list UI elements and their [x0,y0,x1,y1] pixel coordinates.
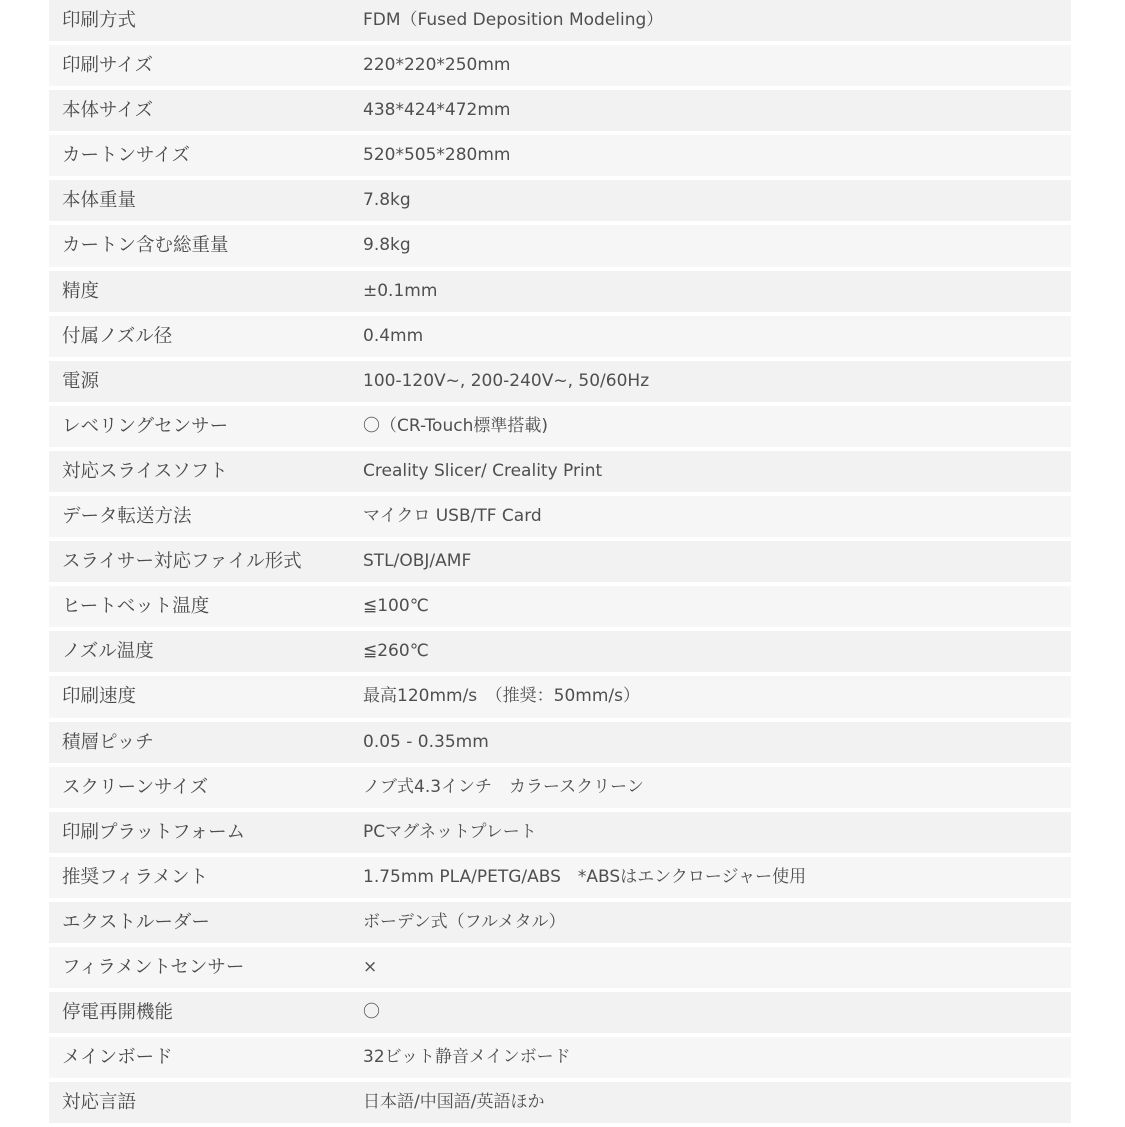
spec-value: 7.8kg [363,190,411,211]
spec-value: 220*220*250mm [363,55,511,76]
spec-value: × [363,956,378,977]
spec-value: ノブ式4.3インチ カラースクリーン [363,776,644,797]
spec-value: FDM（Fused Deposition Modeling） [363,10,664,30]
spec-row-extruder [49,902,1071,947]
spec-row-languages [49,1082,1071,1127]
spec-label: 停電再開機能 [62,1002,174,1024]
spec-row-power-resume [49,992,1071,1037]
spec-value: 0.4mm [363,325,424,346]
spec-value: 520*505*280mm [363,145,511,166]
spec-row-nozzle-diameter [49,316,1071,361]
spec-row-total-weight [49,225,1071,270]
spec-row-power [49,361,1071,406]
spec-label: 対応スライスソフト [62,460,228,482]
spec-label: スクリーンサイズ [62,776,209,798]
spec-value: 100-120V~, 200-240V~, 50/60Hz [363,370,650,391]
spec-value: STL/OBJ/AMF [363,551,472,572]
spec-row-filament [49,857,1071,902]
spec-row-print-platform [49,812,1071,857]
spec-row-heatbed-temp [49,586,1071,631]
spec-label: 対応言語 [62,1092,137,1114]
spec-value: 438*424*472mm [363,100,511,121]
spec-value: ボーデン式（フルメタル） [363,911,566,932]
spec-label: 印刷プラットフォーム [62,821,246,843]
spec-label: レベリングセンサー [62,415,229,437]
spec-value: ≦100℃ [363,596,429,617]
spec-row-filament-sensor [49,947,1071,992]
spec-value: 9.8kg [363,235,411,256]
spec-value: Creality Slicer/ Creality Print [363,460,603,481]
spec-row-print-speed [49,676,1071,721]
spec-row-screen-size [49,767,1071,812]
spec-value: 日本語/中国語/英語ほか [363,1092,545,1113]
spec-value: 32ビット静音メインボード [363,1047,571,1068]
spec-label: 本体サイズ [62,100,154,122]
spec-label: 印刷方式 [62,10,137,31]
spec-label: ノズル温度 [62,641,154,663]
spec-label: 印刷サイズ [62,55,154,77]
spec-row-file-format [49,541,1071,586]
spec-row-carton-size [49,135,1071,180]
spec-label: 印刷速度 [62,686,137,708]
spec-value: マイクロ USB/TF Card [363,506,542,527]
spec-row-layer-pitch [49,722,1071,767]
spec-row-print-method [49,0,1071,45]
spec-value: ±0.1mm [363,280,438,301]
spec-value: 〇 [363,1002,380,1023]
spec-row-accuracy [49,271,1071,316]
spec-label: データ転送方法 [62,506,192,528]
spec-row-slicer-software [49,451,1071,496]
spec-row-print-size [49,45,1071,90]
spec-label: メインボード [62,1047,173,1069]
spec-value: ≦260℃ [363,641,429,662]
spec-label: カートン含む総重量 [62,235,229,257]
spec-label: 推奨フィラメント [62,866,208,888]
spec-row-body-weight [49,180,1071,225]
spec-value: 1.75mm PLA/PETG/ABS *ABSはエンクロージャー使用 [363,866,807,887]
spec-label: カートンサイズ [62,145,191,167]
spec-label: 電源 [62,370,100,392]
spec-row-body-size [49,90,1071,135]
spec-value: 〇（CR-Touch標準搭載) [363,415,548,436]
spec-row-data-transfer [49,496,1071,541]
spec-label: エクストルーダー [62,911,210,933]
spec-row-nozzle-temp [49,631,1071,676]
spec-label: 本体重量 [62,190,137,212]
spec-value: 0.05 - 0.35mm [363,731,489,752]
spec-table [49,0,1071,1127]
spec-row-leveling-sensor [49,406,1071,451]
spec-value: 最高120mm/s （推奨：50mm/s） [363,686,640,707]
spec-row-mainboard [49,1037,1071,1082]
spec-label: スライサー対応ファイル形式 [62,551,302,573]
spec-value: PCマグネットプレート [363,821,537,842]
spec-label: 精度 [62,280,100,302]
spec-label: 付属ノズル径 [62,325,173,347]
spec-label: 積層ピッチ [62,731,154,753]
spec-label: ヒートベット温度 [62,596,210,618]
spec-label: フィラメントセンサー [62,956,245,978]
